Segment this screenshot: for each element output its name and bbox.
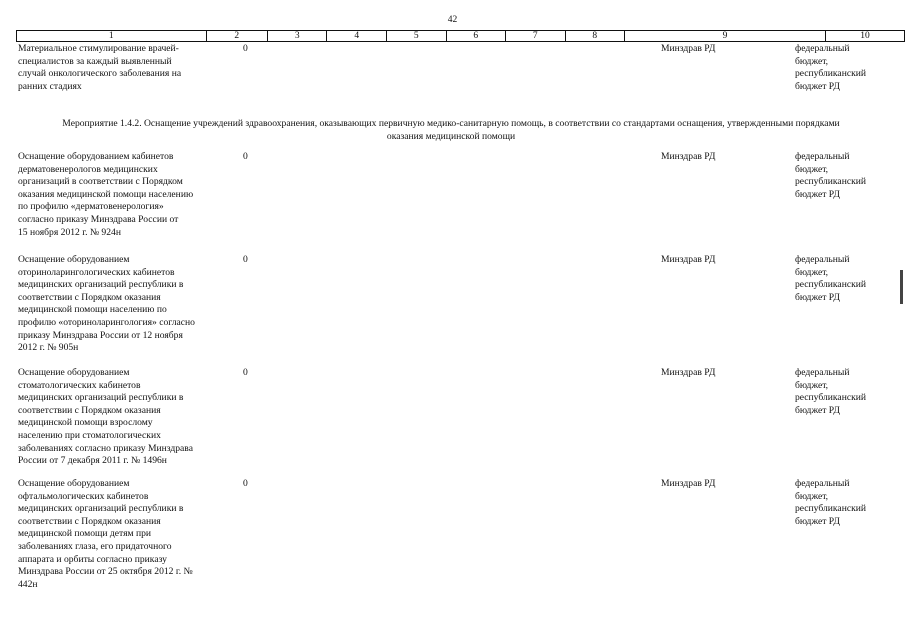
column-header-9: 9: [625, 31, 826, 42]
column-header-1: 1: [17, 31, 207, 42]
row-name: Оснащение оборудованием кабинетов дерматовенерологов медицинских организаций в соответствии с Порядком оказания медицинской помощи населению по профилю «дерматовенерология» согласно приказу Минздрава России от 15 ноября 2012 г. № 924н: [18, 151, 194, 238]
row-value: 0: [243, 43, 248, 54]
row-executor: Минздрав РД: [661, 43, 716, 54]
row-value: 0: [243, 367, 248, 378]
page-number: 42: [447, 15, 458, 25]
row-value: 0: [243, 254, 248, 265]
activity-heading: Мероприятие 1.4.2. Оснащение учреждений здравоохранения, оказывающих первичную медико-санитарную помощь, в соответствии со стандартами оснащения, утвержденными порядками оказания медицинской помощи: [62, 118, 840, 142]
column-header-7: 7: [506, 31, 566, 42]
row-funding-source: федеральный бюджет, республиканский бюджет РД: [795, 43, 867, 92]
row-executor: Минздрав РД: [661, 151, 716, 162]
column-header-5: 5: [386, 31, 446, 42]
row-value: 0: [243, 478, 248, 489]
row-value: 0: [243, 151, 248, 162]
row-funding-source: федеральный бюджет, республиканский бюджет РД: [795, 254, 867, 303]
row-funding-source: федеральный бюджет, республиканский бюджет РД: [795, 151, 867, 200]
row-name: Оснащение оборудованием офтальмологических кабинетов медицинских организаций республики в соответствии с Порядком оказания медицинской помощи детям при заболеваниях глаза, его придаточного аппарата и орбиты согласно приказу Минздрава России от 25 октября 2012 г. № 442н: [18, 478, 193, 590]
column-header-row: [16, 30, 905, 42]
scan-edge-mark: [900, 270, 903, 304]
row-executor: Минздрав РД: [661, 367, 716, 378]
row-name: Материальное стимулирование врачей- специалистов за каждый выявленный случай онкологического заболевания на ранних стадиях: [18, 43, 182, 92]
row-funding-source: федеральный бюджет, республиканский бюджет РД: [795, 367, 867, 416]
row-funding-source: федеральный бюджет, республиканский бюджет РД: [795, 478, 867, 527]
column-header-6: 6: [446, 31, 506, 42]
row-name: Оснащение оборудованием стоматологических кабинетов медицинских организаций республики в соответствии с Порядком оказания медицинской помощи взрослому населению при стоматологических заболеваниях согласно приказу Минздрава России от 7 декабря 2011 г. № 1496н: [18, 367, 193, 467]
row-name: Оснащение оборудованием оториноларингологических кабинетов медицинских организаций республики в соответствии с Порядком оказания медицинской помощи населению по профилю «оториноларингология» согласно приказу Минздрава России от 12 ноября 2012 г. № 905н: [18, 254, 195, 354]
column-header-8: 8: [565, 31, 625, 42]
column-header-10: 10: [826, 31, 905, 42]
row-executor: Минздрав РД: [661, 478, 716, 489]
column-header-3: 3: [267, 31, 327, 42]
column-header-2: 2: [206, 31, 267, 42]
row-executor: Минздрав РД: [661, 254, 716, 265]
column-header-4: 4: [327, 31, 387, 42]
